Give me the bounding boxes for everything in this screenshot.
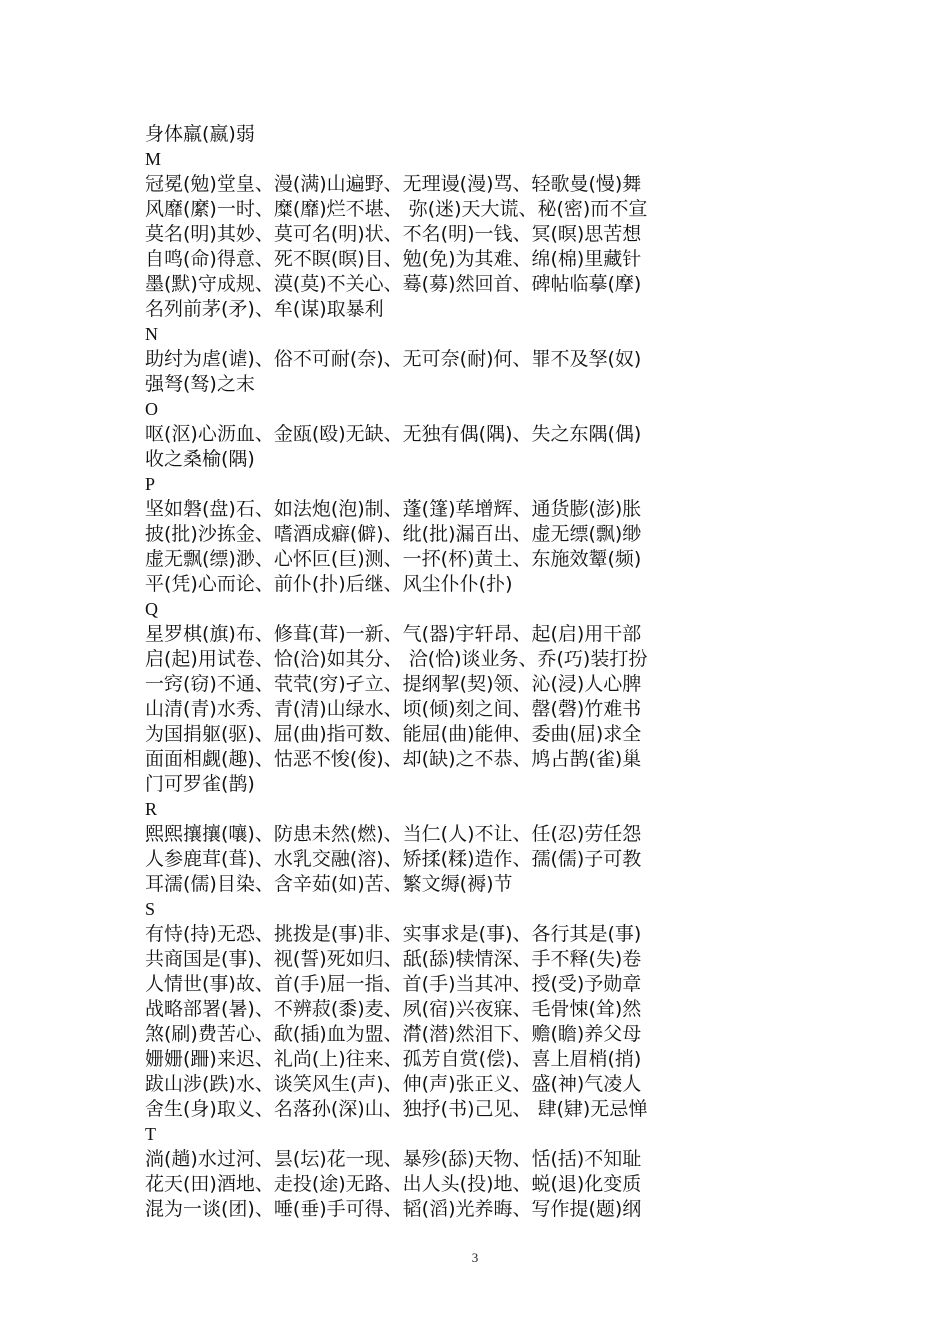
text-line: 收之桑榆(隅) (145, 448, 255, 470)
section-letter-heading: M (145, 149, 162, 169)
text-line: 启(起)用试卷、恰(洽)如其分、 洽(恰)谈业务、乔(巧)装打扮 (145, 648, 648, 670)
section-letter-heading: O (145, 399, 158, 419)
text-line: 平(凭)心而论、前仆(扑)后继、风尘仆仆(扑) (145, 573, 513, 595)
text-line: 星罗棋(旗)布、修葺(茸)一新、气(器)宇轩昂、起(启)用干部 (145, 623, 642, 645)
section-letter-heading: N (145, 324, 158, 344)
text-line: 山清(青)水秀、青(清)山绿水、顷(倾)刻之间、罄(磬)竹难书 (145, 698, 642, 720)
section-letter-heading: R (145, 799, 158, 819)
text-line: 为国捐躯(驱)、屈(曲)指可数、能屈(曲)能伸、委曲(屈)求全 (145, 723, 642, 745)
text-line: 强弩(驽)之末 (145, 373, 255, 395)
text-line: 一窍(窃)不通、茕茕(穷)孑立、提纲挈(契)领、沁(浸)人心脾 (145, 673, 642, 695)
text-line: 助纣为虐(谑)、俗不可耐(奈)、无可奈(耐)何、罪不及孥(奴) (145, 348, 642, 370)
section-letter-heading: P (145, 474, 156, 494)
text-line: 莫名(明)其妙、莫可名(明)状、不名(明)一钱、冥(暝)思苦想 (145, 223, 642, 245)
text-line: 名列前茅(矛)、牟(谋)取暴利 (145, 298, 384, 320)
text-line: 煞(刷)费苦心、歃(插)血为盟、潸(潜)然泪下、赡(瞻)养父母 (145, 1023, 642, 1045)
text-line: 虚无飘(缥)渺、心怀叵(巨)测、一抔(杯)黄土、东施效颦(频) (145, 548, 642, 570)
text-line: 面面相觑(趣)、怙恶不悛(俊)、却(缺)之不恭、鸠占鹊(雀)巢 (145, 748, 642, 770)
section-letter-heading: Q (145, 599, 158, 619)
document-body (145, 122, 685, 1222)
text-line: 披(批)沙拣金、嗜酒成癖(僻)、纰(批)漏百出、虚无缥(飘)缈 (145, 523, 642, 545)
text-line: 熙熙攘攘(嚷)、防患未然(燃)、当仁(人)不让、任(忍)劳任怨 (145, 823, 642, 845)
section-letter-heading: S (145, 899, 156, 919)
text-line: 人情世(事)故、首(手)屈一指、首(手)当其冲、授(受)予勋章 (145, 973, 642, 995)
text-line: 墨(默)守成规、漠(莫)不关心、蓦(募)然回首、碑帖临摹(摩) (145, 273, 642, 295)
text-line: 呕(沤)心沥血、金瓯(殴)无缺、无独有偶(隅)、失之东隅(偶) (145, 423, 642, 445)
text-line: 花天(田)酒地、走投(途)无路、出人头(投)地、蜕(退)化变质 (145, 1173, 642, 1195)
text-line: 人参鹿茸(葺)、水乳交融(溶)、矫揉(糅)造作、孺(儒)子可教 (145, 848, 642, 870)
text-line: 身体羸(嬴)弱 (145, 123, 255, 145)
text-line: 跋山涉(跌)水、谈笑风生(声)、伸(声)张正义、盛(神)气凌人 (145, 1073, 642, 1095)
text-line: 共商国是(事)、视(誓)死如归、舐(舔)犊情深、手不释(失)卷 (145, 948, 642, 970)
text-line: 混为一谈(团)、唾(垂)手可得、韬(滔)光养晦、写作提(题)纲 (145, 1198, 642, 1220)
section-letter-heading: T (145, 1124, 156, 1144)
text-line: 战略部署(暑)、不辨菽(黍)麦、夙(宿)兴夜寐、毛骨悚(耸)然 (145, 998, 642, 1020)
text-line: 姗姗(跚)来迟、礼尚(上)往来、孤芳自赏(偿)、喜上眉梢(捎) (145, 1048, 642, 1070)
text-line: 耳濡(儒)目染、含辛茹(如)苦、繁文缛(褥)节 (145, 873, 513, 895)
text-line: 自鸣(命)得意、死不瞑(暝)目、勉(免)为其难、绵(棉)里藏针 (145, 248, 642, 270)
text-line: 淌(趟)水过河、昙(坛)花一现、暴殄(舔)天物、恬(括)不知耻 (145, 1148, 642, 1170)
text-line: 坚如磐(盘)石、如法炮(泡)制、蓬(篷)荜增辉、通货膨(澎)胀 (145, 498, 642, 520)
text-line: 冠冕(勉)堂皇、漫(满)山遍野、无理谩(漫)骂、轻歌曼(慢)舞 (145, 173, 642, 195)
text-line: 有恃(持)无恐、挑拨是(事)非、实事求是(事)、各行其是(事) (145, 923, 642, 945)
text-line: 风靡(縻)一时、糜(靡)烂不堪、 弥(迷)天大谎、秘(密)而不宣 (145, 198, 648, 220)
page-number: 3 (471, 1250, 479, 1265)
text-line: 舍生(身)取义、名落孙(深)山、独抒(书)己见、 肆(肄)无忌惮 (145, 1098, 648, 1120)
text-line: 门可罗雀(鹊) (145, 773, 255, 795)
